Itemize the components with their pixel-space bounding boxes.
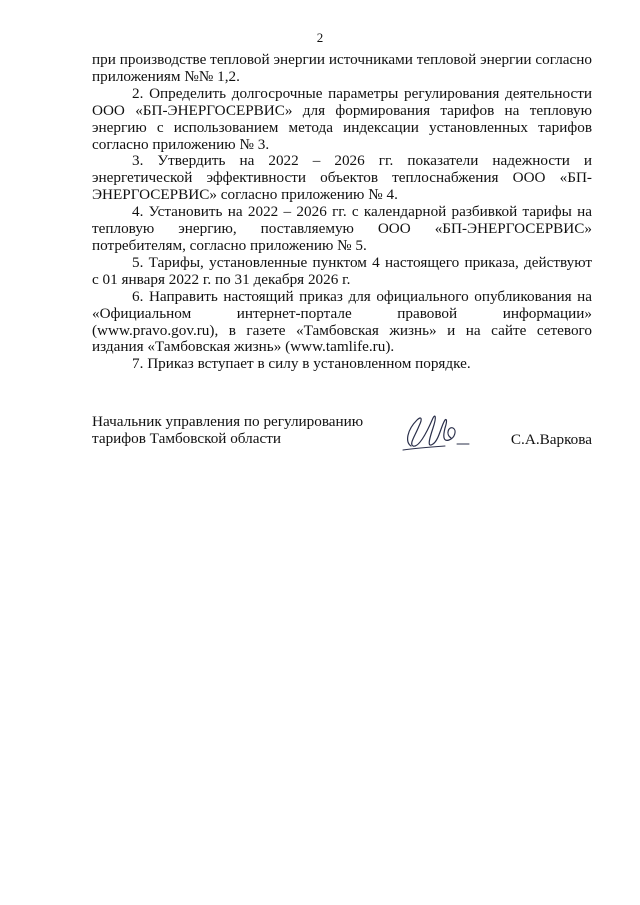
signer-title-line-1: Начальник управления по регулированию (92, 413, 364, 430)
paragraph-item-5: 5. Тарифы, установленные пунктом 4 настоящего приказа, действуют с 01 января 2022 г. по 31 декабря 2026 г. (92, 253, 592, 288)
signer-title (92, 414, 363, 448)
handwritten-signature (397, 406, 477, 454)
paragraph-item-6: 6. Направить настоящий приказ для официального опубликования на «Официальном интернет-портале правовой информации» (www.pravo.gov.ru), в газете «Тамбовская жизнь» и на сайте сетевого издания «Тамбовская жизнь» (www.tamlife.ru). (92, 287, 592, 356)
page-number: 2 (316, 30, 324, 45)
paragraph-item-2: 2. Определить долгосрочные параметры регулирования деятельности ООО «БП-ЭНЕРГОСЕРВИС» для формирования тарифов на тепловую энергию с использованием метода индексации установленных тарифов согласно приложению № 3. (92, 84, 592, 153)
paragraph-continuation: при производстве тепловой энергии источниками тепловой энергии согласно приложениям №№ 1,2. (92, 51, 592, 85)
paragraph-item-3: 3. Утвердить на 2022 – 2026 гг. показатели надежности и энергетической эффективности объектов теплоснабжения ООО «БП-ЭНЕРГОСЕРВИС» согласно приложению № 4. (92, 152, 592, 204)
signature-block (92, 406, 592, 456)
paragraph-item-7: 7. Приказ вступает в силу в установленном порядке. (132, 355, 471, 373)
signer-name: С.А.Варкова (510, 431, 592, 448)
signer-title-line-2: тарифов Тамбовской области (92, 429, 281, 447)
document-body (92, 52, 592, 373)
paragraph-item-4: 4. Установить на 2022 – 2026 гг. с календарной разбивкой тарифы на тепловую энергию, поставляемую ООО «БП-ЭНЕРГОСЕРВИС» потребителям, согласно приложению № 5. (92, 203, 592, 254)
